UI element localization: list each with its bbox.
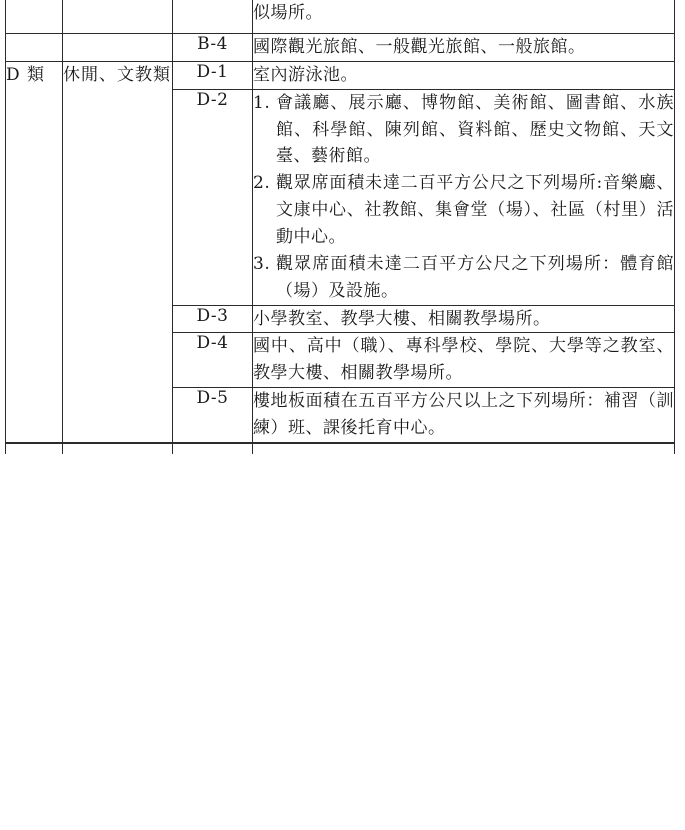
description-cell [253, 34, 675, 62]
description-text: 室內游泳池。 [253, 64, 358, 85]
group-code-cell: D-3 [173, 305, 253, 333]
description-list [253, 90, 674, 305]
table-row [6, 34, 675, 62]
description-text: 似場所。 [253, 3, 323, 23]
group-code-cell: B-4 [173, 34, 253, 62]
group-code-cell [173, 443, 253, 454]
description-cell [253, 443, 675, 454]
group-code-cell: D-2 [173, 89, 253, 305]
category-cell: D 類 [6, 61, 63, 442]
description-text: 樓地板面積在五百平方公尺以上之下列場所：補習（訓練）班、課後托育中心。 [253, 391, 674, 439]
category-name-cell [63, 443, 173, 454]
description-cell [253, 333, 675, 388]
next-row-fragment [5, 443, 675, 454]
list-item: 觀眾席面積未達二百平方公尺之下列場所：體育館（場）及設施。 [276, 253, 674, 301]
category-name-cell [63, 0, 173, 34]
description-text: 國中、高中（職）、專科學校、學院、大學等之教室、教學大樓、相關教學場所。 [253, 336, 674, 384]
group-code-cell: D-5 [173, 388, 253, 443]
description-cell [253, 0, 675, 34]
group-code-cell [173, 0, 253, 34]
description-text: 小學教室、教學大樓、相關教學場所。 [253, 308, 551, 329]
category-cell [6, 0, 63, 34]
category-cell [6, 34, 63, 62]
category-name-cell: 休閒、文教類 [63, 61, 173, 442]
description-cell [253, 61, 675, 89]
list-item: 會議廳、展示廳、博物館、美術館、圖書館、水族館、科學館、陳列館、資料館、歷史文物館、天文臺、藝術館。 [276, 92, 674, 167]
group-code-cell: D-4 [173, 333, 253, 388]
description-cell [253, 388, 675, 443]
table-row [6, 61, 675, 89]
category-name-cell [63, 34, 173, 62]
table-row [6, 0, 675, 34]
group-code-cell: D-1 [173, 61, 253, 89]
description-text: 國際觀光旅館、一般觀光旅館、一般旅館。 [253, 37, 586, 57]
occupancy-classification-table [5, 0, 675, 443]
table-row [6, 443, 675, 454]
description-cell [253, 305, 675, 333]
list-item: 觀眾席面積未達二百平方公尺之下列場所:音樂廳、文康中心、社教館、集會堂（場）、社區（村里）活動中心。 [276, 173, 674, 248]
description-cell [253, 89, 675, 305]
category-cell [6, 443, 63, 454]
